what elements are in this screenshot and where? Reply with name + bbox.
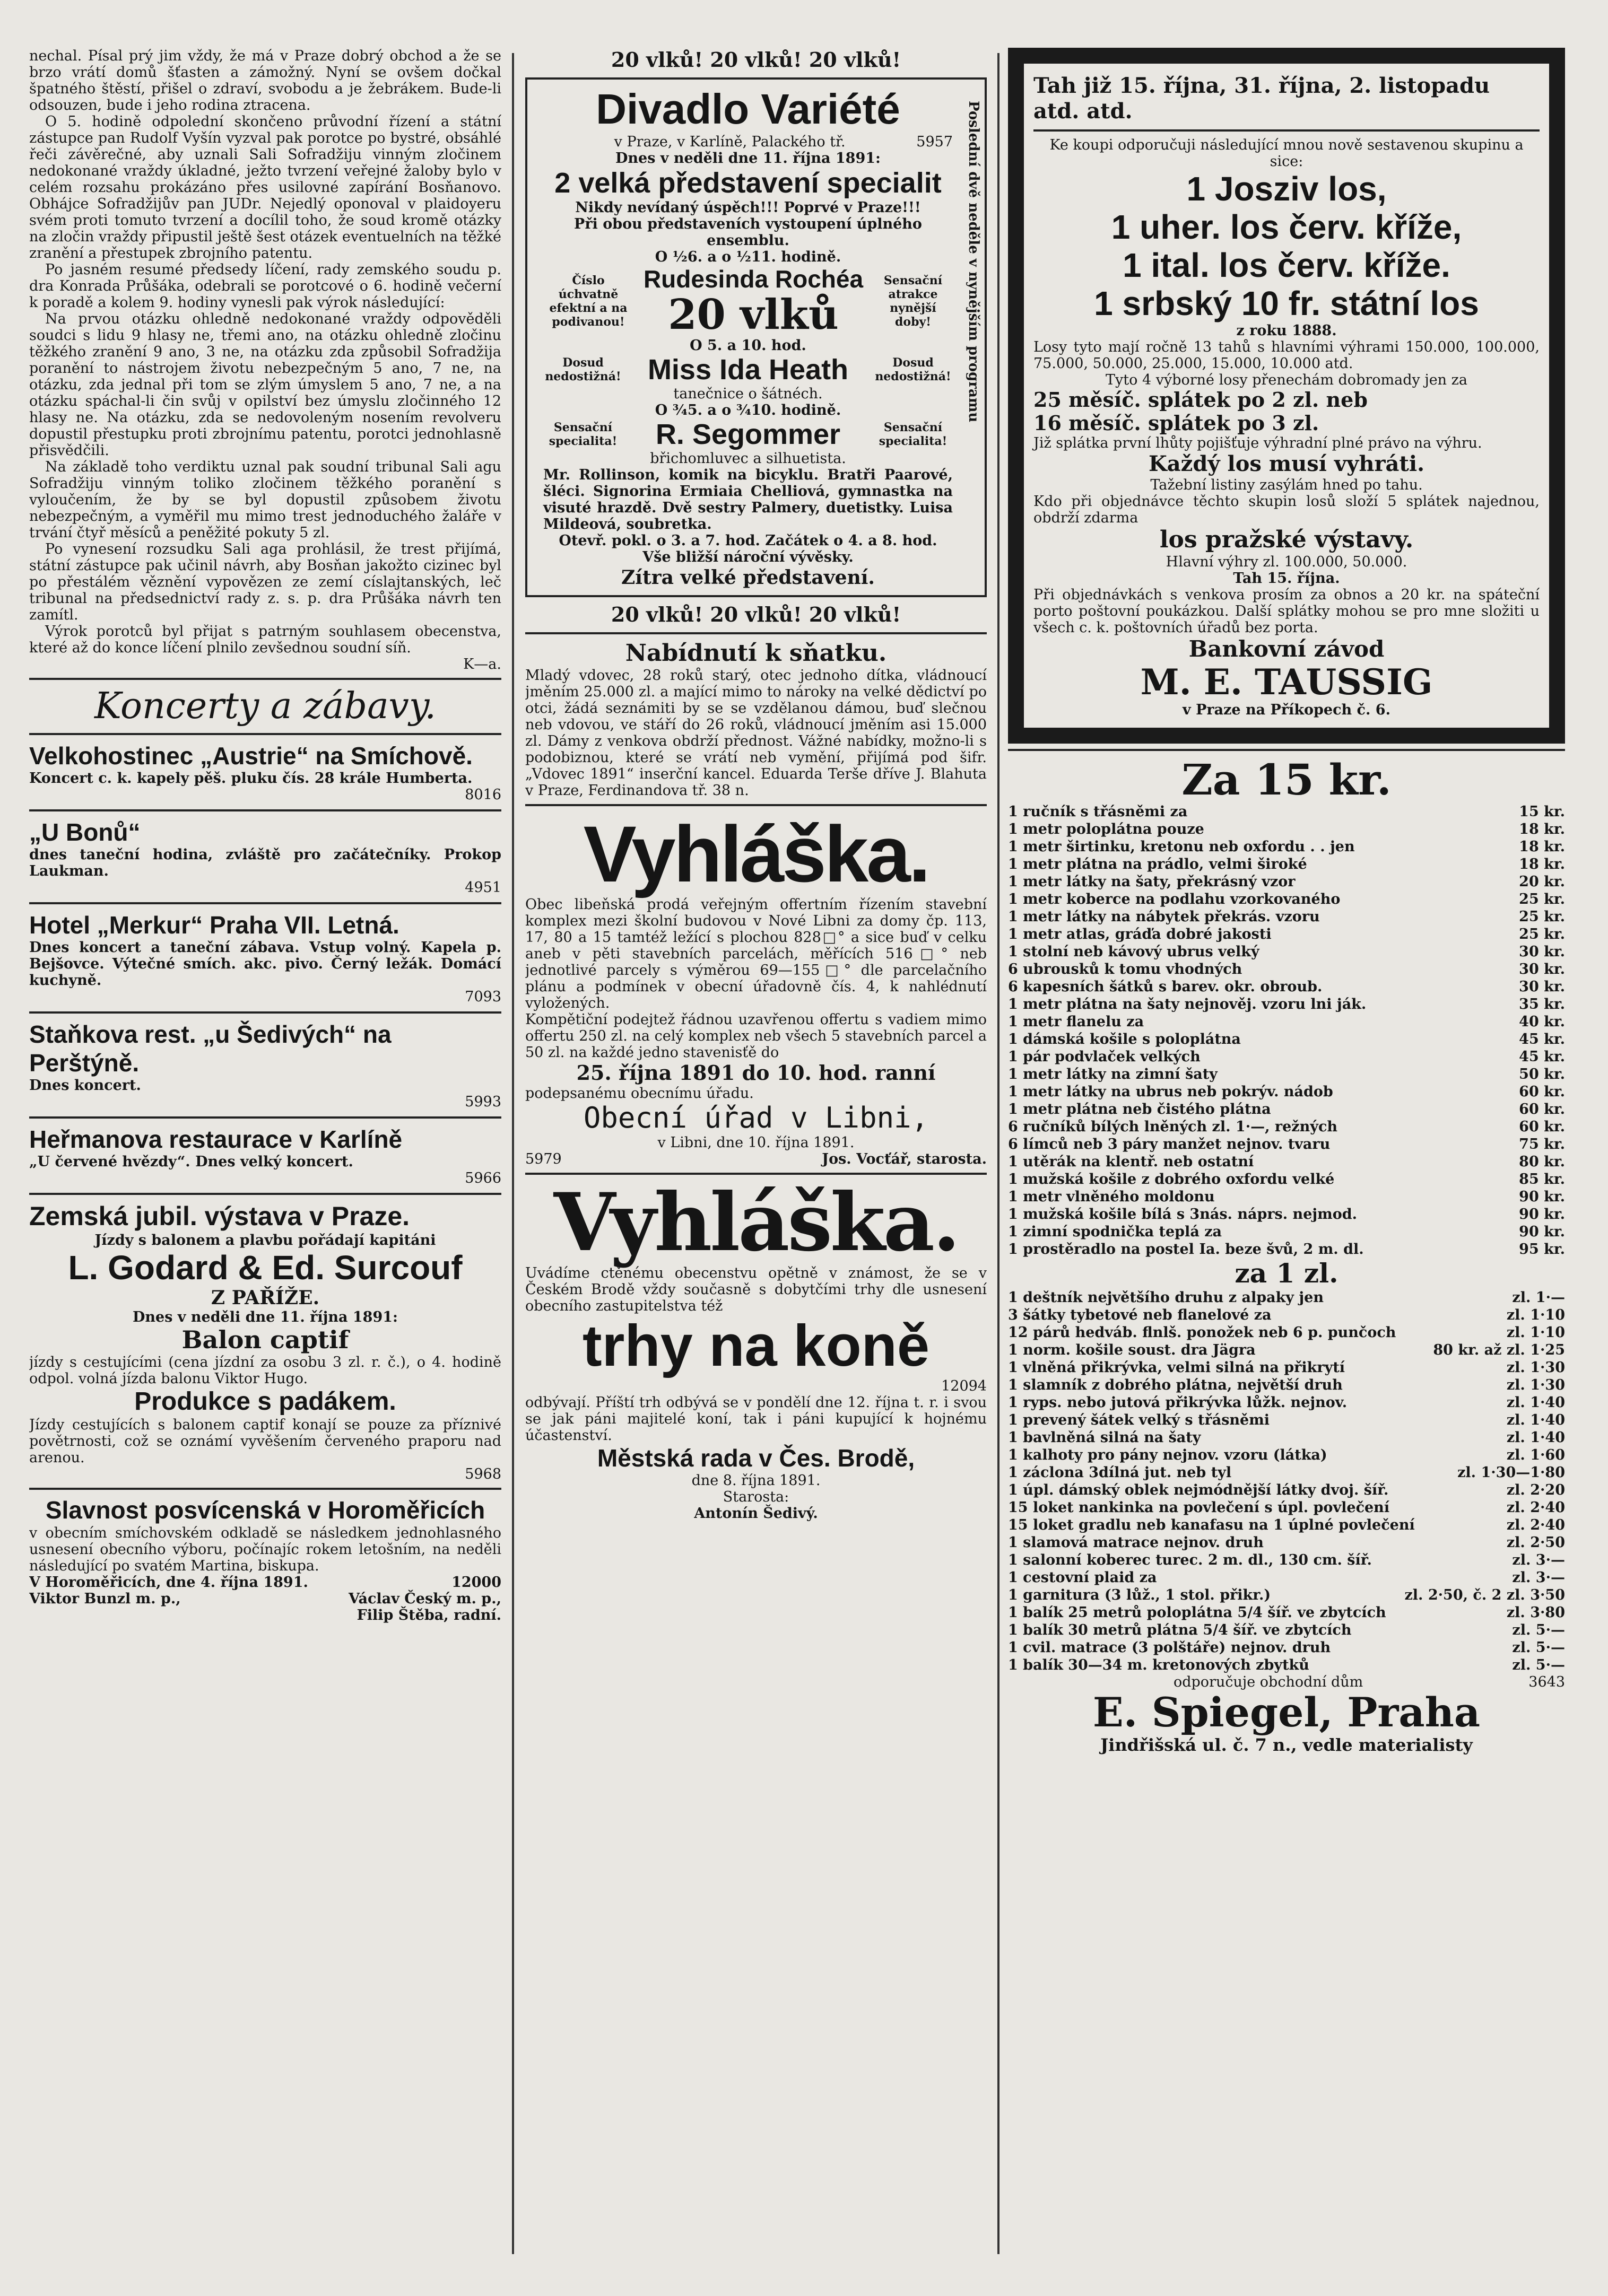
price-value: zl. 1·30	[1506, 1377, 1565, 1393]
jiz: Již splátka první lhůty pojišťuje výhradní plné právo na výhru.	[1033, 435, 1482, 451]
variete-date: Dnes v neděli dne 11. října 1891:	[615, 150, 881, 167]
price-value: 80 kr. až zl. 1·25	[1433, 1342, 1565, 1358]
variete-spec: 2 velká představení specialit	[554, 167, 942, 199]
posvic-place: V Horoměřicích, dne 4. října 1891.	[29, 1574, 308, 1591]
variete-sensacni: Sensační atrakce nynější doby!	[883, 274, 943, 329]
price-row	[1008, 926, 1565, 943]
price-item: 1 balík 30 metrů plátna 5/4 šíř. ve zbytcích	[1008, 1622, 1352, 1638]
price-item: 1 metr poloplátna pouze	[1008, 821, 1204, 837]
price-row	[1008, 1499, 1565, 1516]
price-item: 1 metr vlněného moldonu	[1008, 1189, 1215, 1205]
variete-zitra: Zítra velké představení.	[621, 566, 875, 589]
divider	[29, 902, 501, 904]
taussig-addr: v Praze na Příkopech č. 6.	[1182, 702, 1390, 718]
exhibition-code: 5968	[465, 1466, 501, 1482]
posvic-sig2: Václav Český m. p.,	[349, 1591, 501, 1607]
divider	[525, 632, 987, 634]
price-value: 60 kr.	[1519, 1119, 1565, 1135]
price-row	[1008, 1188, 1565, 1206]
price-row	[1008, 1136, 1565, 1153]
exhibition-date: Dnes v neděli dne 11. října 1891:	[132, 1309, 398, 1325]
marriage-title: Nabídnutí k sňatku.	[625, 640, 887, 667]
article-signature: K—a.	[463, 656, 501, 673]
price-row	[1008, 1551, 1565, 1569]
price-row	[1008, 1031, 1565, 1048]
price-item: 1 dámská košile s poloplátna	[1008, 1031, 1241, 1047]
pri-objednavkach: Při objednávkách s venkova prosím za obnos a 20 kr. na spáteční porto poštovní poukázkou. Další splátky mohou se pro mne složiti u všech c. k. poštovních úřadů bez porta.	[1033, 587, 1540, 636]
trhy-na-kone: trhy na koně	[582, 1313, 930, 1378]
concert-ad-code: 8016	[465, 787, 501, 803]
price-list-1	[1008, 1289, 1565, 1674]
price-item: 1 prostěradlo na postel Ia. beze švů, 2 m. dl.	[1008, 1241, 1364, 1258]
posvic-code: 12000	[451, 1574, 501, 1591]
price-value: zl. 1·60	[1506, 1447, 1565, 1463]
concert-ad-title: Hotel „Merkur“ Praha VII. Letná.	[29, 911, 399, 939]
price-item: 1 balík 30—34 m. kretonových zbytků	[1008, 1657, 1309, 1673]
price-row	[1008, 1341, 1565, 1359]
price-value: 25 kr.	[1519, 926, 1565, 942]
price-item: 15 loket gradlu neb kanafasu na 1 úplné povlečení	[1008, 1517, 1415, 1533]
concert-ad-code: 5993	[465, 1094, 501, 1110]
price-row	[1008, 1118, 1565, 1136]
divider	[29, 1011, 501, 1014]
variete-code: 5957	[916, 134, 953, 150]
concert-ad	[29, 1020, 501, 1110]
price-value: zl. 1·10	[1506, 1307, 1565, 1323]
price-value: 75 kr.	[1519, 1136, 1565, 1153]
concert-ad-code: 4951	[465, 879, 501, 896]
price-item: 1 mužská košile z dobrého oxfordu velké	[1008, 1171, 1335, 1188]
price-value: 60 kr.	[1519, 1084, 1565, 1100]
price-item: 1 zimní spodnička teplá za	[1008, 1224, 1222, 1240]
article-paragraph: Po jasném resumé předsedy líčení, rady zemského soudu p. dra Konrada Průšáka, odebrali se porotcové o 6. hodině večerní k poradě a kolem 9. hodiny vynesli pak výrok následující:	[29, 261, 501, 311]
price-item: 1 kalhoty pro pány nejnov. vzoru (látka)	[1008, 1447, 1327, 1463]
marriage-text: Mladý vdovec, 28 roků starý, otec jednoho dítka, vládnoucí jměním 25.000 zl. a mající mimo to nároky na velké dědictví po otci, žádá seznámiti by se se vzdělanou dámou, buď slečnou neb vdovou, ve stáří do 26 roků, vládnoucí jměním asi 15.000 zl. Dámy z venkova obdrží přednost. Vážné nabídky, možno-li s podobiznou, které se vrátí neb vymění, přijímá pod šifr. „Vdovec 1891“ inserční kancel. Eduarda Terše dříve J. Blahuta v Praze, Ferdinandova tř. 38 n.	[525, 667, 987, 799]
price-value: 30 kr.	[1519, 979, 1565, 995]
balon-text: jízdy s cestujícími (cena jízdní za osobu 3 zl. r. č.), o 4. hodině odpol. volná jízda balonu Viktor Hugo.	[29, 1354, 501, 1387]
concert-ad	[29, 818, 501, 896]
price-item: 12 párů hedváb. flnlš. ponožek neb 6 p. punčoch	[1008, 1324, 1396, 1341]
wolves-banner-bottom: 20 vlků! 20 vlků! 20 vlků!	[611, 603, 901, 626]
price-item: 1 norm. košile soust. dra Jägra	[1008, 1342, 1256, 1358]
concert-ads	[29, 741, 501, 1186]
posvic-sig1: Viktor Bunzl m. p.,	[29, 1591, 181, 1607]
posvic-ad	[29, 1495, 501, 1623]
los-2: 1 uher. los červ. kříže,	[1111, 208, 1462, 246]
price-item: 1 úpl. dámský oblek nejmódnější látky dvoj. šíř.	[1008, 1482, 1389, 1498]
exhibition-ad	[29, 1200, 501, 1482]
article-paragraph: Po vynesení rozsudku Sali aga prohlásil, že trest přijímá, státní zástupce pak učinil návrh, aby Bosňan jakožto cizinec byl po přestálém věznění vypovězen ze zemí císlajtanských, leč tribunal na předsednictví rady z. s. p. dra Průšáka návrh ten zamítl.	[29, 541, 501, 623]
price-value: zl. 5·—	[1512, 1639, 1565, 1656]
vyhlaska-brod-text2: odbývají. Příští trh odbývá se v pondělí dne 12. října t. r. i svou se jak páni majitelé koní, tak i páni kupující k hojnému účastenství.	[525, 1394, 987, 1444]
concert-ad	[29, 1125, 501, 1186]
price-row	[1008, 1066, 1565, 1083]
divider	[1033, 129, 1540, 132]
price-value: 35 kr.	[1519, 996, 1565, 1012]
price-row	[1008, 1429, 1565, 1446]
exhibition-sub: Jízdy s balonem a plavbu pořádají kapitáni	[94, 1232, 436, 1249]
price-value: zl. 3·80	[1506, 1604, 1565, 1621]
price-item: 1 garnitura (3 lůž., 1 stol. přikr.)	[1008, 1587, 1271, 1603]
price-item: 1 cvil. matrace (3 polštáře) nejnov. druh	[1008, 1639, 1331, 1656]
price-row	[1008, 1359, 1565, 1376]
price-value: 25 kr.	[1519, 891, 1565, 907]
price-value: 40 kr.	[1519, 1014, 1565, 1030]
price-row	[1008, 820, 1565, 838]
posvic-sig3: Filip Štěba, radní.	[357, 1607, 501, 1623]
price-row	[1008, 1639, 1565, 1656]
price-row	[1008, 1394, 1565, 1411]
vyhlaska-libne-place: v Libni, dne 10. října 1891.	[657, 1134, 855, 1151]
price-value: zl. 1·30—1·80	[1457, 1464, 1565, 1481]
price-row	[1008, 855, 1565, 873]
price-value: 45 kr.	[1519, 1049, 1565, 1065]
price-row	[1008, 1604, 1565, 1621]
vyhlaska-libne-starosta: Jos. Vocťář, starosta.	[822, 1151, 987, 1167]
price-item: 15 loket nankinka na povlečení s úpl. povlečení	[1008, 1499, 1390, 1516]
price-row	[1008, 1153, 1565, 1171]
price-item: 1 metr plátna neb čistého plátna	[1008, 1101, 1271, 1118]
column-rule	[512, 53, 514, 2254]
price-item: 1 ryps. nebo jutová přikrývka lůžk. nejnov.	[1008, 1394, 1348, 1411]
produkce-text: Jízdy cestujících s balonem captif konají se pouze za příznivé povětrnosti, což se oznámí vyvěšením červeného praporu nad arenou.	[29, 1417, 501, 1466]
price-row	[1008, 1206, 1565, 1223]
variete-dosud: Dosud nedostižná!	[545, 356, 621, 383]
price-row	[1008, 1306, 1565, 1324]
price-value: 90 kr.	[1519, 1189, 1565, 1205]
rada-starosta-label: Starosta:	[723, 1489, 789, 1505]
price-item: 6 kapesních šátků s barev. okr. obroub.	[1008, 979, 1323, 995]
price-row	[1008, 1171, 1565, 1188]
concert-ad-body: „U červené hvězdy“. Dnes velký koncert.	[29, 1154, 353, 1170]
price-item: 1 metr širtinku, kretonu neb oxfordu . . jen	[1008, 839, 1355, 855]
price-item: 1 deštník největšího druhu z alpaky jen	[1008, 1289, 1324, 1306]
balon-heading: Balon captif	[181, 1325, 349, 1354]
variete-vse: Vše bližší nároční vývěsky.	[642, 549, 854, 565]
concert-ad-body: Koncert c. k. kapely pěš. pluku čís. 28 krále Humberta.	[29, 770, 473, 787]
za15-heading: Za 15 kr.	[1181, 755, 1392, 805]
concert-ad-title: Staňkova rest. „u Šedivých“ na Perštýně.	[29, 1020, 392, 1077]
concert-ad	[29, 741, 501, 803]
middle-column	[525, 48, 987, 1522]
price-item: 1 balík 25 metrů poloplátna 5/4 šíř. ve zbytcích	[1008, 1604, 1386, 1621]
price-item: 1 stolní neb kávový ubrus velký	[1008, 944, 1259, 960]
taussig-ad	[1008, 48, 1565, 744]
price-value: zl. 2·50, č. 2 zl. 3·50	[1404, 1587, 1565, 1603]
vyhlaska-libne-date: 25. října 1891 do 10. hod. ranní	[576, 1061, 936, 1085]
variete-ad	[525, 77, 987, 597]
concert-ad-code: 5966	[465, 1170, 501, 1186]
variete-address: v Praze, v Karlíně, Palackého tř.	[614, 134, 846, 150]
price-item: 1 metr atlas, gráďa dobré jakosti	[1008, 926, 1272, 942]
price-row	[1008, 1464, 1565, 1481]
price-row	[1008, 1324, 1565, 1341]
price-row	[1008, 838, 1565, 855]
variete-time2: O 5. a 10. hod.	[690, 337, 806, 354]
price-value: 90 kr.	[1519, 1224, 1565, 1240]
price-value: zl. 5·—	[1512, 1622, 1565, 1638]
column-rule	[997, 53, 999, 2254]
splatky-2: 16 měsíč. splátek po 3 zl.	[1033, 411, 1319, 435]
divider	[525, 804, 987, 806]
vyhlaska-libne-title: Vyhláška.	[583, 809, 929, 898]
rudesinda: Rudesinda Rochéa	[643, 265, 864, 293]
vyhlaska-brod-code: 12094	[941, 1378, 987, 1394]
price-item: 6 ubrousků k tomu vhodných	[1008, 961, 1242, 977]
price-row	[1008, 908, 1565, 926]
price-row	[1008, 1411, 1565, 1429]
article-paragraph: Na základě toho verdiktu uznal pak soudní tribunal Sali agu Sofradžiju vinným toliko zločinem těžkého poranění s vyloučením, že by se byl dopustil způsobem životu nebezpečným, a vyměřil mu mimo trest jednoduchého žaláře v trvání čtyř měsíců a peněžité pokuty 5 zl.	[29, 459, 501, 541]
price-value: zl. 1·10	[1506, 1324, 1565, 1341]
price-value: zl. 2·40	[1506, 1517, 1565, 1533]
price-value: 95 kr.	[1519, 1241, 1565, 1258]
price-value: 30 kr.	[1519, 944, 1565, 960]
price-row	[1008, 1656, 1565, 1674]
variete-time3: O ¾5. a o ¾10. hodině.	[655, 402, 841, 418]
price-row	[1008, 1241, 1565, 1258]
za1-heading: za 1 zl.	[1235, 1258, 1338, 1289]
price-item: 1 utěrák na klentř. neb ostatní	[1008, 1154, 1254, 1170]
price-item: 1 metr koberce na podlahu vzorkovaného	[1008, 891, 1341, 907]
rada-name: Antonín Šedivý.	[694, 1505, 818, 1522]
tazebni: Tažební listiny zasýlám hned po tahu.	[1150, 477, 1423, 493]
tah15: Tah 15. října.	[1233, 570, 1340, 587]
price-item: 1 záclona 3dílná jut. neb tyl	[1008, 1464, 1232, 1481]
price-row	[1008, 1013, 1565, 1031]
price-value: zl. 3·—	[1512, 1569, 1565, 1586]
article-paragraph: nechal. Písal prý jim vždy, že má v Praze dobrý obchod a že se brzo vrátí domů šťasten a zámožný. Nyní se ovšem dočkal špatného štěstí, přišel o zdraví, svobodu a je žebrákem. Bude-li odsouzen, bude i jeho rodina ztracena.	[29, 48, 501, 114]
price-item: 1 bavlněná silná na šaty	[1008, 1429, 1201, 1446]
divider	[1008, 749, 1565, 751]
divider	[29, 678, 501, 680]
kdo: Kdo při objednávce těchto skupin losů složí 5 splátek najednou, obdrží zdarma	[1033, 493, 1540, 526]
price-row	[1008, 961, 1565, 978]
price-value: 25 kr.	[1519, 909, 1565, 925]
price-row	[1008, 1289, 1565, 1306]
vyhlaska-libne-sign: Obecní úřad v Libni,	[583, 1101, 929, 1134]
price-item: 1 mužská košile bílá s 3nás. náprs. nejmod.	[1008, 1206, 1357, 1223]
price-item: 1 slamová matrace nejnov. druh	[1008, 1534, 1264, 1551]
price-row	[1008, 1569, 1565, 1586]
rada-title: Městská rada v Čes. Brodě,	[597, 1444, 915, 1472]
vyhlaska-libne-text2: Kompětiční podejtež řádnou uzavřenou offertu s vadiem mimo offertu 250 zl. na celý komplex neb všech 5 stavebních parcel a 50 zl. na každé jedno stavenisťě do	[525, 1011, 987, 1061]
price-row	[1008, 1083, 1565, 1101]
banka: Bankovní závod	[1188, 636, 1385, 662]
exhibition-names: L. Godard & Ed. Surcouf	[68, 1249, 463, 1287]
spiegel: E. Spiegel, Praha	[1092, 1689, 1481, 1736]
price-item: 1 metr flanelu za	[1008, 1014, 1144, 1030]
price-value: zl. 3·—	[1512, 1552, 1565, 1568]
variete-brich: břichomluvec a silhuetista.	[650, 450, 846, 467]
variete-time1: O ½6. a o ½11. hodině.	[655, 249, 841, 265]
los-4: 1 srbský 10 fr. státní los	[1094, 284, 1479, 322]
price-row	[1008, 803, 1565, 820]
price-item: 6 ručníků bílých lněných zl. 1·—, režných	[1008, 1119, 1338, 1135]
concert-ad-title: Heřmanova restaurace v Karlíně	[29, 1125, 403, 1153]
variete-title: Divadlo Variété	[596, 85, 900, 133]
variete-rest: Mr. Rollinson, komik na bicyklu. Bratři Paarové, šléci. Signorina Ermiaia Chelliová, gymnastka na visuté hrazdě. Dvě sestry Palmery, duetistky. Luisa Mildeová, soubretka.	[543, 467, 953, 532]
price-value: 18 kr.	[1519, 821, 1565, 837]
price-row	[1008, 978, 1565, 996]
posvic-title: Slavnost posvícenská v Horoměřicích	[45, 1496, 485, 1524]
price-item: 1 metr látky na zimní šaty	[1008, 1066, 1218, 1082]
divider	[525, 1173, 987, 1175]
exhibition-from: Z PAŘÍŽE.	[211, 1287, 320, 1309]
concert-ad-body: Dnes koncert a taneční zábava. Vstup volný. Kapela p. Bejšovce. Výtečné smích. akc. pivo. Černý ležák. Domácí kuchyně.	[29, 939, 501, 989]
variete-pri: Při obou představeních vystoupení úplného ensemblu.	[574, 216, 922, 249]
price-row	[1008, 1516, 1565, 1534]
wolves-act: 20 vlků	[668, 291, 839, 339]
price-item: 1 metr látky na nábytek překrás. vzoru	[1008, 909, 1320, 925]
right-column	[1008, 48, 1565, 1755]
concert-ad-title: „U Bonů“	[29, 818, 141, 846]
price-item: 1 metr látky na šaty, překrásný vzor	[1008, 874, 1296, 890]
price-value: 60 kr.	[1519, 1101, 1565, 1118]
price-value: zl. 5·—	[1512, 1657, 1565, 1673]
price-row	[1008, 943, 1565, 961]
splatky-1: 25 měsíč. splátek po 2 zl. neb	[1033, 388, 1368, 412]
price-item: 1 ručník s třásněmi za	[1008, 804, 1188, 820]
variete-cislo: Číslo úchvatně efektní a na podivanou!	[549, 274, 628, 329]
concerts-heading: Koncerty a zábavy.	[94, 685, 436, 727]
price-row	[1008, 891, 1565, 908]
variete-side-text: Poslední dvě neděle v nynějším programu	[966, 101, 981, 423]
price-item: 6 límců neb 3 páry manžet nejnov. tvaru	[1008, 1136, 1331, 1153]
price-item: 1 cestovní plaid za	[1008, 1569, 1157, 1586]
price-list-15	[1008, 803, 1565, 1258]
price-value: zl. 1·30	[1506, 1359, 1565, 1376]
left-column	[29, 48, 501, 1623]
produkce-heading: Produkce s padákem.	[134, 1387, 396, 1416]
price-item: 1 salonní koberec turec. 2 m. dl., 130 cm. šíř.	[1008, 1552, 1372, 1568]
price-value: 20 kr.	[1519, 874, 1565, 890]
taussig: M. E. TAUSSIG	[1140, 661, 1433, 703]
vyhlaska-brod-title: Vyhláška.	[553, 1176, 959, 1269]
price-value: 85 kr.	[1519, 1171, 1565, 1188]
miss-heath: Miss Ida Heath	[647, 354, 849, 386]
price-row	[1008, 1586, 1565, 1604]
price-value: 18 kr.	[1519, 856, 1565, 872]
posvic-body: v obecním smíchovském odkladě se následkem jednohlasného usnesení obecního výboru, počínajíc rokem letošním, na neděli následující po svatém Martina, biskupa.	[29, 1525, 501, 1574]
los-3: 1 ital. los červ. kříže.	[1123, 246, 1450, 284]
vyhlaska-brod-text: Uvádíme ctěnému obecenstvu opětně v známost, že se v Českém Brodě vždy současně s dobytčími trhy dle usnesení obecního zastupitelstva též	[525, 1265, 987, 1314]
spiegel-addr: Jindřišská ul. č. 7 n., vedle materialisty	[1100, 1735, 1473, 1755]
vyhlaska-libne-code: 5979	[525, 1151, 562, 1167]
variete-dosud-2: Dosud nedostižná!	[875, 356, 951, 383]
price-value: zl. 1·40	[1506, 1429, 1565, 1446]
los-1: 1 Josziv los,	[1186, 170, 1387, 208]
tyto: Tyto 4 výborné losy přenechám dobromady jen za	[1106, 372, 1467, 388]
concert-ad-code: 7093	[465, 989, 501, 1005]
variete-otev: Otevř. pokl. o 3. a 7. hod. Začátek o 4. a 8. hod.	[559, 532, 937, 549]
article-paragraph: Na prvou otázku ohledně nedokonané vraždy odpověděli soudci s lidu 9 hlasy ne, třemi ano, na otázku ohledně zločinu těžkého zranění 9 ano, 3 ne, na otázku zda způsobil Sofradžija poranění to nástrojem životu nebezpečným 5 ano, 7 ne, na otázku, zda jednal při tom se zlým úmyslem 5 ano, 7 ne, a na otázku spáchal-li čin svůj v opilství bez úmyslu zločinného 12 hlasy ne. Na otázku, zda se nedovoleným nosením revolveru dopustil přestupku proti zbrojnímu patentu, porotci jednohlasně přisvědčili.	[29, 311, 501, 459]
price-item: 1 metr plátna na prádlo, velmi široké	[1008, 856, 1307, 872]
wolves-banner-top: 20 vlků! 20 vlků! 20 vlků!	[611, 48, 901, 72]
price-value: zl. 2·50	[1506, 1534, 1565, 1551]
divider	[29, 809, 501, 811]
price-row	[1008, 1621, 1565, 1639]
concert-ad-title: Velkohostinec „Austrie“ na Smíchově.	[29, 742, 473, 770]
divider	[29, 1193, 501, 1195]
koupi: Ke koupi odporučuji následující mnou nově sestavenou skupinu a sice:	[1049, 137, 1524, 170]
concert-ad	[29, 911, 501, 1005]
price-value: 80 kr.	[1519, 1154, 1565, 1170]
vyhlaska-libne-date2: podepsanému obecnímu úřadu.	[525, 1085, 754, 1102]
price-row	[1008, 1048, 1565, 1066]
divider	[29, 1116, 501, 1119]
rada-date: dne 8. října 1891.	[691, 1472, 821, 1489]
price-row	[1008, 873, 1565, 891]
price-item: 3 šátky tybetové neb flanelové za	[1008, 1307, 1272, 1323]
price-value: zl. 2·40	[1506, 1499, 1565, 1516]
price-value: zl. 1·40	[1506, 1412, 1565, 1428]
exhibition-title: Zemská jubil. výstava v Praze.	[29, 1201, 410, 1231]
price-value: 50 kr.	[1519, 1066, 1565, 1082]
price-row	[1008, 1481, 1565, 1499]
divider	[29, 1488, 501, 1490]
concert-ad-body: Dnes koncert.	[29, 1077, 141, 1094]
concert-ad-body: dnes taneční hodina, zvláště pro začátečníky. Prokop Laukman.	[29, 846, 501, 879]
price-item: 1 metr plátna na šaty nejnověj. vzoru lni ják.	[1008, 996, 1367, 1012]
price-row	[1008, 1376, 1565, 1394]
odporucuje: odporučuje obchodní dům	[1173, 1674, 1363, 1690]
price-row	[1008, 1101, 1565, 1118]
variete-nikdy: Nikdy nevídaný úspěch!!! Poprvé v Praze!!!	[575, 199, 921, 216]
price-item: 1 vlněná přikrývka, velmi silná na přikrytí	[1008, 1359, 1345, 1376]
segommer: R. Segommer	[655, 418, 841, 450]
price-value: zl. 2·20	[1506, 1482, 1565, 1498]
price-value: zl. 1·40	[1506, 1394, 1565, 1411]
spiegel-code: 3643	[1528, 1674, 1565, 1690]
price-item: 1 pár podvlaček velkých	[1008, 1049, 1201, 1065]
variete-senspec: Sensační specialita!	[549, 421, 618, 448]
price-value: 30 kr.	[1519, 961, 1565, 977]
price-row	[1008, 1534, 1565, 1551]
article-paragraph: Výrok porotců byl přijat s patrným souhlasem obecenstva, které až do konce líčení plnilo zevšednou soudní síň.	[29, 623, 501, 656]
price-row	[1008, 996, 1565, 1013]
price-row	[1008, 1223, 1565, 1241]
hlavni: Hlavní výhry zl. 100.000, 50.000.	[1166, 554, 1407, 570]
price-value: 15 kr.	[1519, 804, 1565, 820]
court-article	[29, 48, 501, 656]
price-item: 1 prevený šátek velký s třásněmi	[1008, 1412, 1270, 1428]
price-value: 18 kr.	[1519, 839, 1565, 855]
price-value: 45 kr.	[1519, 1031, 1565, 1047]
variete-senspec-2: Sensační specialita!	[879, 421, 948, 448]
tah-dates: Tah již 15. října, 31. října, 2. listopadu atd. atd.	[1033, 73, 1490, 124]
article-paragraph: O 5. hodině odpolední skončeno průvodní řízení a státní zástupce pan Rudolf Vyšín vyzval pak porotce po bystré, obsáhlé řeči závěrečné, aby uznali Sali Sofradžiju vinným zločinem nedokonané vraždy úkladné, ježto tvrzení veřejné žaloby bylo v celém rozsahu prokázáno přes usilovné zapírání Bosňanovo. Obhájce Sofradžijův pan JUDr. Nejedlý oponoval v plaidoyeru svém proti tomuto tvrzení a docílil toho, že soud kromě otázky na zločin vraždy připustil ještě šest otázek eventuelních na těžké zranění a přestupek zbrojního patentu.	[29, 114, 501, 261]
variete-tanec: tanečnice o šátnéch.	[673, 386, 823, 402]
price-item: 1 slamník z dobrého plátna, největší druh	[1008, 1377, 1343, 1393]
kazdy-los: Každý los musí vyhráti.	[1148, 451, 1425, 476]
price-row	[1008, 1446, 1565, 1464]
price-value: zl. 1·—	[1512, 1289, 1565, 1306]
losy-text: Losy tyto mají ročně 13 tahů s hlavními výhrami 150.000, 100.000, 75.000, 50.000, 25.000, 15.000, 10.000 atd.	[1033, 339, 1540, 372]
price-item: 1 metr látky na ubrus neb pokrýv. nádob	[1008, 1084, 1333, 1100]
divider	[29, 733, 501, 735]
prazske: los pražské výstavy.	[1159, 526, 1414, 553]
price-value: 90 kr.	[1519, 1206, 1565, 1223]
los-4b: z roku 1888.	[1236, 322, 1337, 339]
vyhlaska-libne-text: Obec libeňská prodá veřejným offertním řízením stavební komplex mezi školní budovou v Nové Libni za domy čp. 113, 17, 80 a 15 tamtéž ležící s plochou 828□° a sice buď v celku aneb v pěti stavebních parcelách, měřících 516□° neb jednotlivé parcely s výměrou 69—155□° dle parcelačního plánu a podmínek v obecní úřadovně čís. 4, k nahlédnutí vyložených.	[525, 896, 987, 1011]
